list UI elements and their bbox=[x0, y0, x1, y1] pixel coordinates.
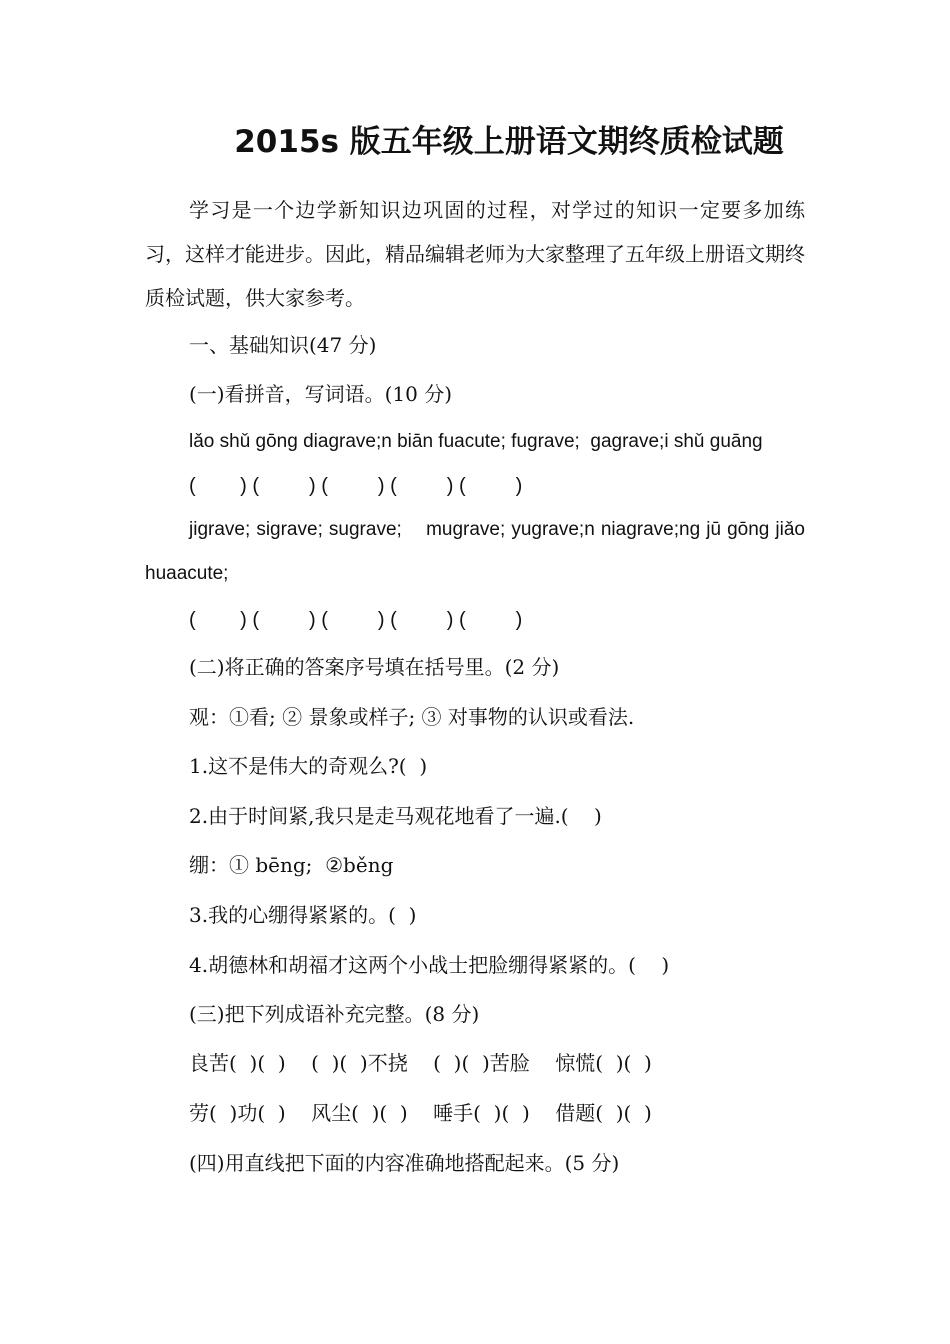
guan-definition: 观：①看; ② 景象或样子; ③ 对事物的认识或看法. bbox=[189, 705, 635, 729]
pinyin-row-1: lǎo shǔ gōng diagrave;n biān fuacute; fugrave; gagrave;i shǔ guāng bbox=[189, 431, 763, 452]
intro-paragraph: 学习是一个边学新知识边巩固的过程，对学过的知识一定要多加练习，这样才能进步。因此，精品编辑老师为大家整理了五年级上册语文期终质检试题，供大家参考。 bbox=[145, 198, 805, 310]
idioms-row-2: 劳( )功( ) 风尘( )( ) 唾手( )( ) 借题( )( ) bbox=[189, 1101, 652, 1125]
part3-heading: (三)把下列成语补充完整。(8 分) bbox=[189, 1002, 480, 1026]
section1-heading: 一、基础知识(47 分) bbox=[189, 333, 377, 357]
question-3: 3.我的心绷得紧紧的。( ) bbox=[189, 903, 417, 927]
page-title: 2015s 版五年级上册语文期终质检试题 bbox=[234, 124, 784, 160]
question-4: 4.胡德林和胡福才这两个小战士把脸绷得紧紧的。( ) bbox=[189, 953, 670, 977]
part4-heading: (四)用直线把下面的内容准确地搭配起来。(5 分) bbox=[189, 1151, 620, 1175]
question-1: 1.这不是伟大的奇观么?( ) bbox=[189, 754, 428, 778]
pinyin-row-2: jigrave; sigrave; sugrave; mugrave; yugrave;n niagrave;ng jū gōng jiǎo huaacute; bbox=[145, 519, 811, 584]
question-2: 2.由于时间紧,我只是走马观花地看了一遍.( ) bbox=[189, 804, 602, 828]
blanks-row-1: ( ) ( ) ( ) ( ) ( ) bbox=[189, 475, 523, 497]
beng-definition: 绷：① bēng; ②běng bbox=[189, 853, 394, 877]
part1-heading: (一)看拼音，写词语。(10 分) bbox=[189, 382, 453, 406]
blanks-row-2: ( ) ( ) ( ) ( ) ( ) bbox=[189, 609, 523, 631]
part2-heading: (二)将正确的答案序号填在括号里。(2 分) bbox=[189, 655, 560, 679]
idioms-row-1: 良苦( )( ) ( )( )不挠 ( )( )苦脸 惊慌( )( ) bbox=[189, 1051, 652, 1075]
